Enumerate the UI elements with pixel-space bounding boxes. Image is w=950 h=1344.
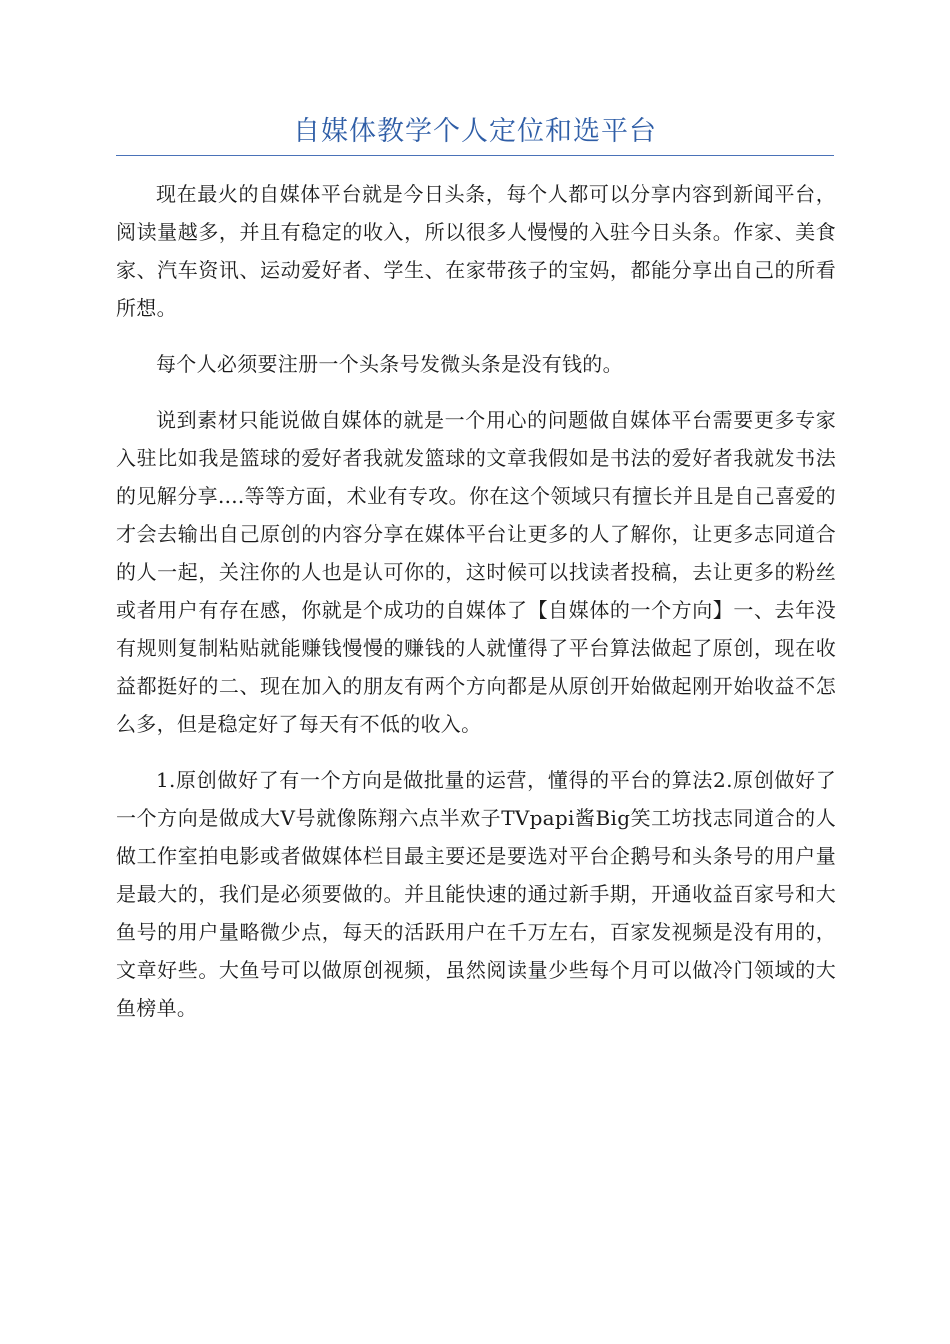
paragraph-1: 现在最火的自媒体平台就是今日头条，每个人都可以分享内容到新闻平台，阅读量越多，并且有稳定的收入，所以很多人慢慢的入驻今日头条。作家、美食家、汽车资讯、运动爱好者、学生、在家带孩子的宝妈，都能分享出自己的所看所想。: [116, 182, 836, 320]
title-underline: [116, 155, 834, 156]
document-body: [116, 175, 836, 1045]
document-title: 自媒体教学个人定位和选平台: [293, 116, 657, 147]
paragraph-4: 1.原创做好了有一个方向是做批量的运营，懂得的平台的算法2.原创做好了一个方向是做成大V号就像陈翔六点半欢子TVpapi酱Big笑工坊找志同道合的人做工作室拍电影或者做媒体栏目最主要还是要选对平台企鹅号和头条号的用户量是最大的，我们是必须要做的。并且能快速的通过新手期，开通收益百家号和大鱼号的用户量略微少点，每天的活跃用户在千万左右，百家发视频是没有用的，文章好些。大鱼号可以做原创视频，虽然阅读量少些每个月可以做冷门领域的大鱼榜单。: [116, 768, 836, 1020]
paragraph-3: 说到素材只能说做自媒体的就是一个用心的问题做自媒体平台需要更多专家入驻比如我是篮球的爱好者我就发篮球的文章我假如是书法的爱好者我就发书法的见解分享....等等方面，术业有专攻。你在这个领域只有擅长并且是自己喜爱的才会去输出自己原创的内容分享在媒体平台让更多的人了解你，让更多志同道合的人一起，关注你的人也是认可你的，这时候可以找读者投稿，去让更多的粉丝或者用户有存在感，你就是个成功的自媒体了【自媒体的一个方向】一、去年没有规则复制粘贴就能赚钱慢慢的赚钱的人就懂得了平台算法做起了原创，现在收益都挺好的二、现在加入的朋友有两个方向都是从原创开始做起刚开始收益不怎么多，但是稳定好了每天有不低的收入。: [116, 408, 836, 736]
paragraph-2: 每个人必须要注册一个头条号发微头条是没有钱的。: [156, 352, 623, 376]
